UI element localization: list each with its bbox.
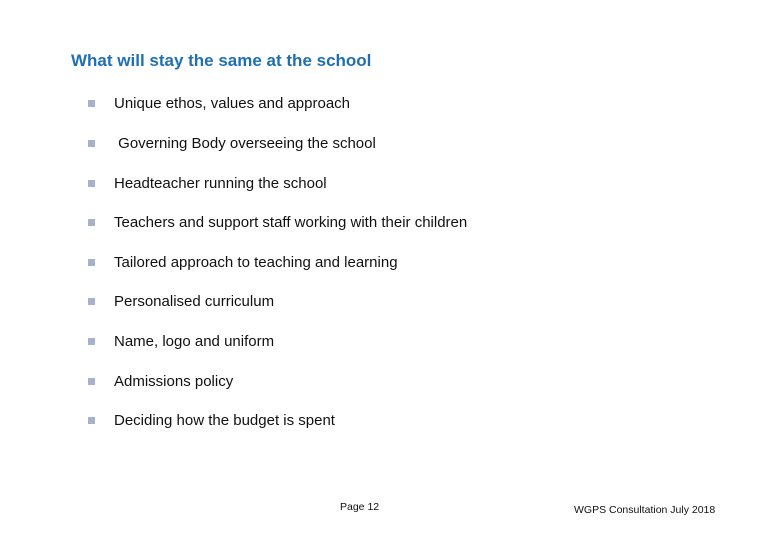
list-item-text: Name, logo and uniform [114, 332, 275, 350]
list-item-text: Admissions policy [114, 372, 234, 390]
square-bullet-icon [88, 417, 95, 424]
list-item-text: Personalised curriculum [114, 292, 275, 310]
footer-label: WGPS Consultation July 2018 [574, 504, 716, 516]
list-item-text: Governing Body overseeing the school [114, 134, 376, 152]
list-item [88, 370, 233, 392]
square-bullet-icon [88, 298, 95, 305]
list-item [88, 290, 274, 312]
page-number: Page 12 [340, 501, 380, 513]
list-item-text: Headteacher running the school [114, 174, 327, 192]
square-bullet-icon [88, 378, 95, 385]
list-item-text: Tailored approach to teaching and learning [114, 253, 398, 271]
list-item [88, 132, 376, 154]
square-bullet-icon [88, 140, 95, 147]
list-item [88, 172, 327, 194]
list-item [88, 330, 274, 352]
square-bullet-icon [88, 100, 95, 107]
square-bullet-icon [88, 180, 95, 187]
list-item-text: Teachers and support staff working with their children [114, 213, 468, 231]
list-item [88, 211, 467, 233]
list-item-text: Deciding how the budget is spent [114, 411, 335, 429]
square-bullet-icon [88, 219, 95, 226]
square-bullet-icon [88, 259, 95, 266]
slide-heading: What will stay the same at the school [71, 51, 372, 70]
square-bullet-icon [88, 338, 95, 345]
list-item [88, 92, 350, 114]
list-item-text: Unique ethos, values and approach [114, 94, 351, 112]
list-item [88, 251, 398, 273]
list-item [88, 409, 335, 431]
